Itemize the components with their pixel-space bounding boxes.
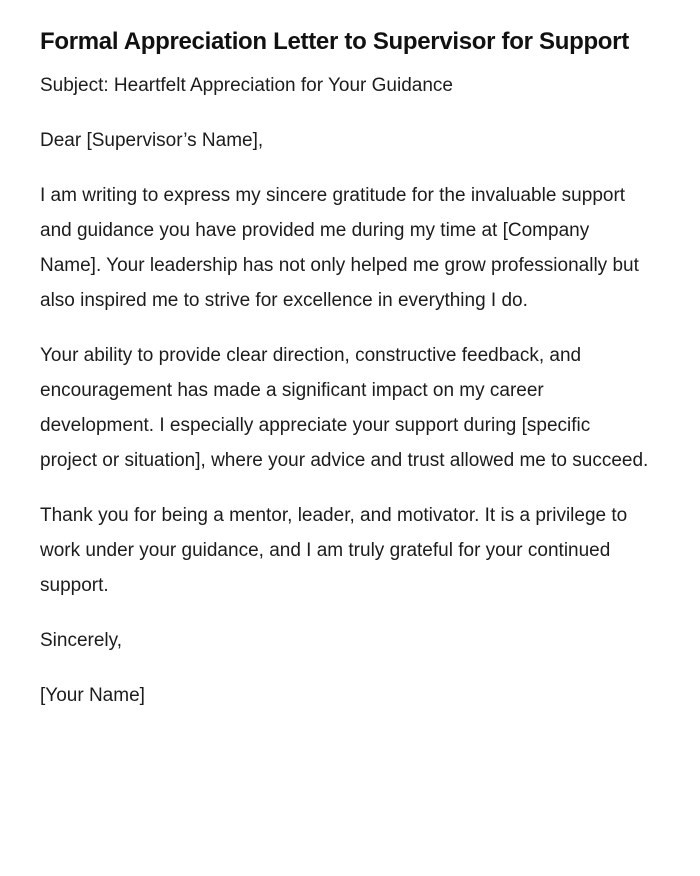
signature: [Your Name]: [40, 685, 145, 706]
body-paragraph-1: I am writing to express my sincere gratitude for the invaluable support and guidance you have provided me during my time at [Company Name]. Your leadership has not only helped me grow professionally but also inspired me to strive for excellence in everything I do.: [40, 185, 639, 311]
body-paragraph-2: Your ability to provide clear direction, constructive feedback, and encouragement has made a significant impact on my career development. I especially appreciate your support during [specific project or situation], where your advice and trust allowed me to succeed.: [40, 345, 649, 471]
letter-document: [40, 20, 650, 733]
closing: Sincerely,: [40, 630, 123, 651]
salutation: Dear [Supervisor’s Name],: [40, 130, 264, 151]
subject-line: Subject: Heartfelt Appreciation for Your Guidance: [40, 75, 453, 96]
body-paragraph-3: Thank you for being a mentor, leader, and motivator. It is a privilege to work under your guidance, and I am truly grateful for your continued support.: [40, 505, 628, 596]
document-title: Formal Appreciation Letter to Supervisor for Support: [40, 28, 629, 55]
